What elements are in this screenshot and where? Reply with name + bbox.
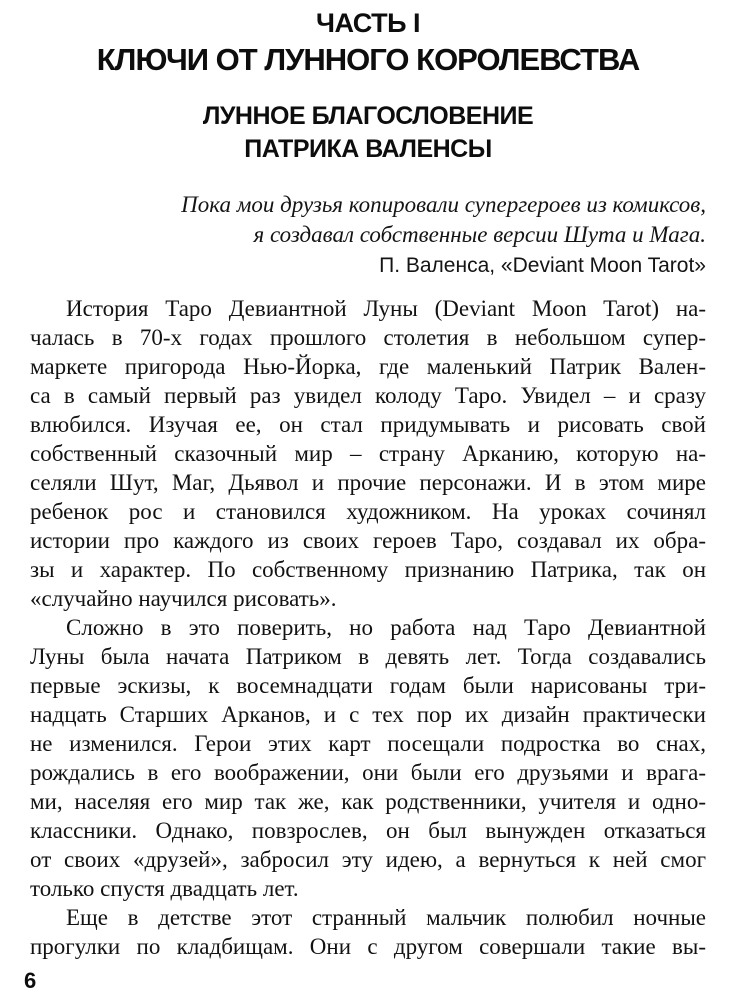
body-line: надцать Старших Арканов, и с тех пор их дизайн практически xyxy=(30,702,706,727)
body-line: прогулки по кладбищам. Они с другом совершали такие вы- xyxy=(30,934,706,959)
body-line: классники. Однако, повзрослев, он был вынужден отказаться xyxy=(30,818,706,843)
body-line: «случайно научился рисовать». xyxy=(30,586,337,611)
body-line: са в самый первый раз увидел колоду Таро. Увидел – и сразу xyxy=(30,383,706,408)
body-line: влюбился. Изучая ее, он стал придумывать и рисовать свой xyxy=(30,412,706,437)
body-line: чалась в 70-х годах прошлого столетия в небольшом супер- xyxy=(30,325,706,350)
body-line: собственный сказочный мир – страну Арканию, которую на- xyxy=(30,441,706,466)
body-line: рождались в его воображении, они были его друзьями и врага- xyxy=(30,760,706,785)
body-text xyxy=(30,294,706,961)
body-line: не изменился. Герои этих карт посещали подростка во снах, xyxy=(30,731,706,756)
part-label: ЧАСТЬ I xyxy=(315,8,421,38)
epigraph-attribution: П. Валенса, «Deviant Moon Tarot» xyxy=(379,254,706,277)
paragraph xyxy=(30,903,706,961)
chapter-title-line-2: ПАТРИКА ВАЛЕНСЫ xyxy=(244,135,492,163)
body-line: ребенок рос и становился художником. На уроках сочинял xyxy=(30,499,706,524)
paragraph xyxy=(30,294,706,613)
body-line: от своих «друзей», забросил эту идею, а вернуться к ней смог xyxy=(30,847,706,872)
body-line: ми, населяя его мир так же, как родственники, учителя и одно- xyxy=(30,789,706,814)
body-line: Луны была начата Патриком в девять лет. Тогда создавались xyxy=(30,644,706,669)
page-number: 6 xyxy=(24,968,37,993)
chapter-title-line-1: ЛУННОЕ БЛАГОСЛОВЕНИЕ xyxy=(202,102,534,130)
body-line: зы и характер. По собственному признанию Патрика, так он xyxy=(30,557,706,582)
body-line: Сложно в это поверить, но работа над Таро Девиантной xyxy=(66,615,706,640)
body-line: первые эскизы, к восемнадцати годам были нарисованы три- xyxy=(30,673,706,698)
body-line: селяли Шут, Маг, Дьявол и прочие персонажи. И в этом мире xyxy=(30,470,706,495)
part-title: КЛЮЧИ ОТ ЛУННОГО КОРОЛЕВСТВА xyxy=(96,42,640,77)
chapter-title xyxy=(30,100,706,166)
epigraph-line-2: я создавал собственные версии Шута и Мага. xyxy=(253,222,706,247)
body-line: История Таро Девиантной Луны (Deviant Moon Tarot) на- xyxy=(66,296,706,321)
paragraph xyxy=(30,613,706,903)
epigraph xyxy=(30,190,706,280)
body-line: маркете пригорода Нью-Йорка, где маленький Патрик Вален- xyxy=(30,354,706,379)
body-line: Еще в детстве этот странный мальчик полюбил ночные xyxy=(66,905,706,930)
body-line: только спустя двадцать лет. xyxy=(30,876,299,901)
epigraph-line-1: Пока мои друзья копировали супергероев из комиксов, xyxy=(181,192,706,217)
body-line: истории про каждого из своих героев Таро, создавал их обра- xyxy=(30,528,706,553)
